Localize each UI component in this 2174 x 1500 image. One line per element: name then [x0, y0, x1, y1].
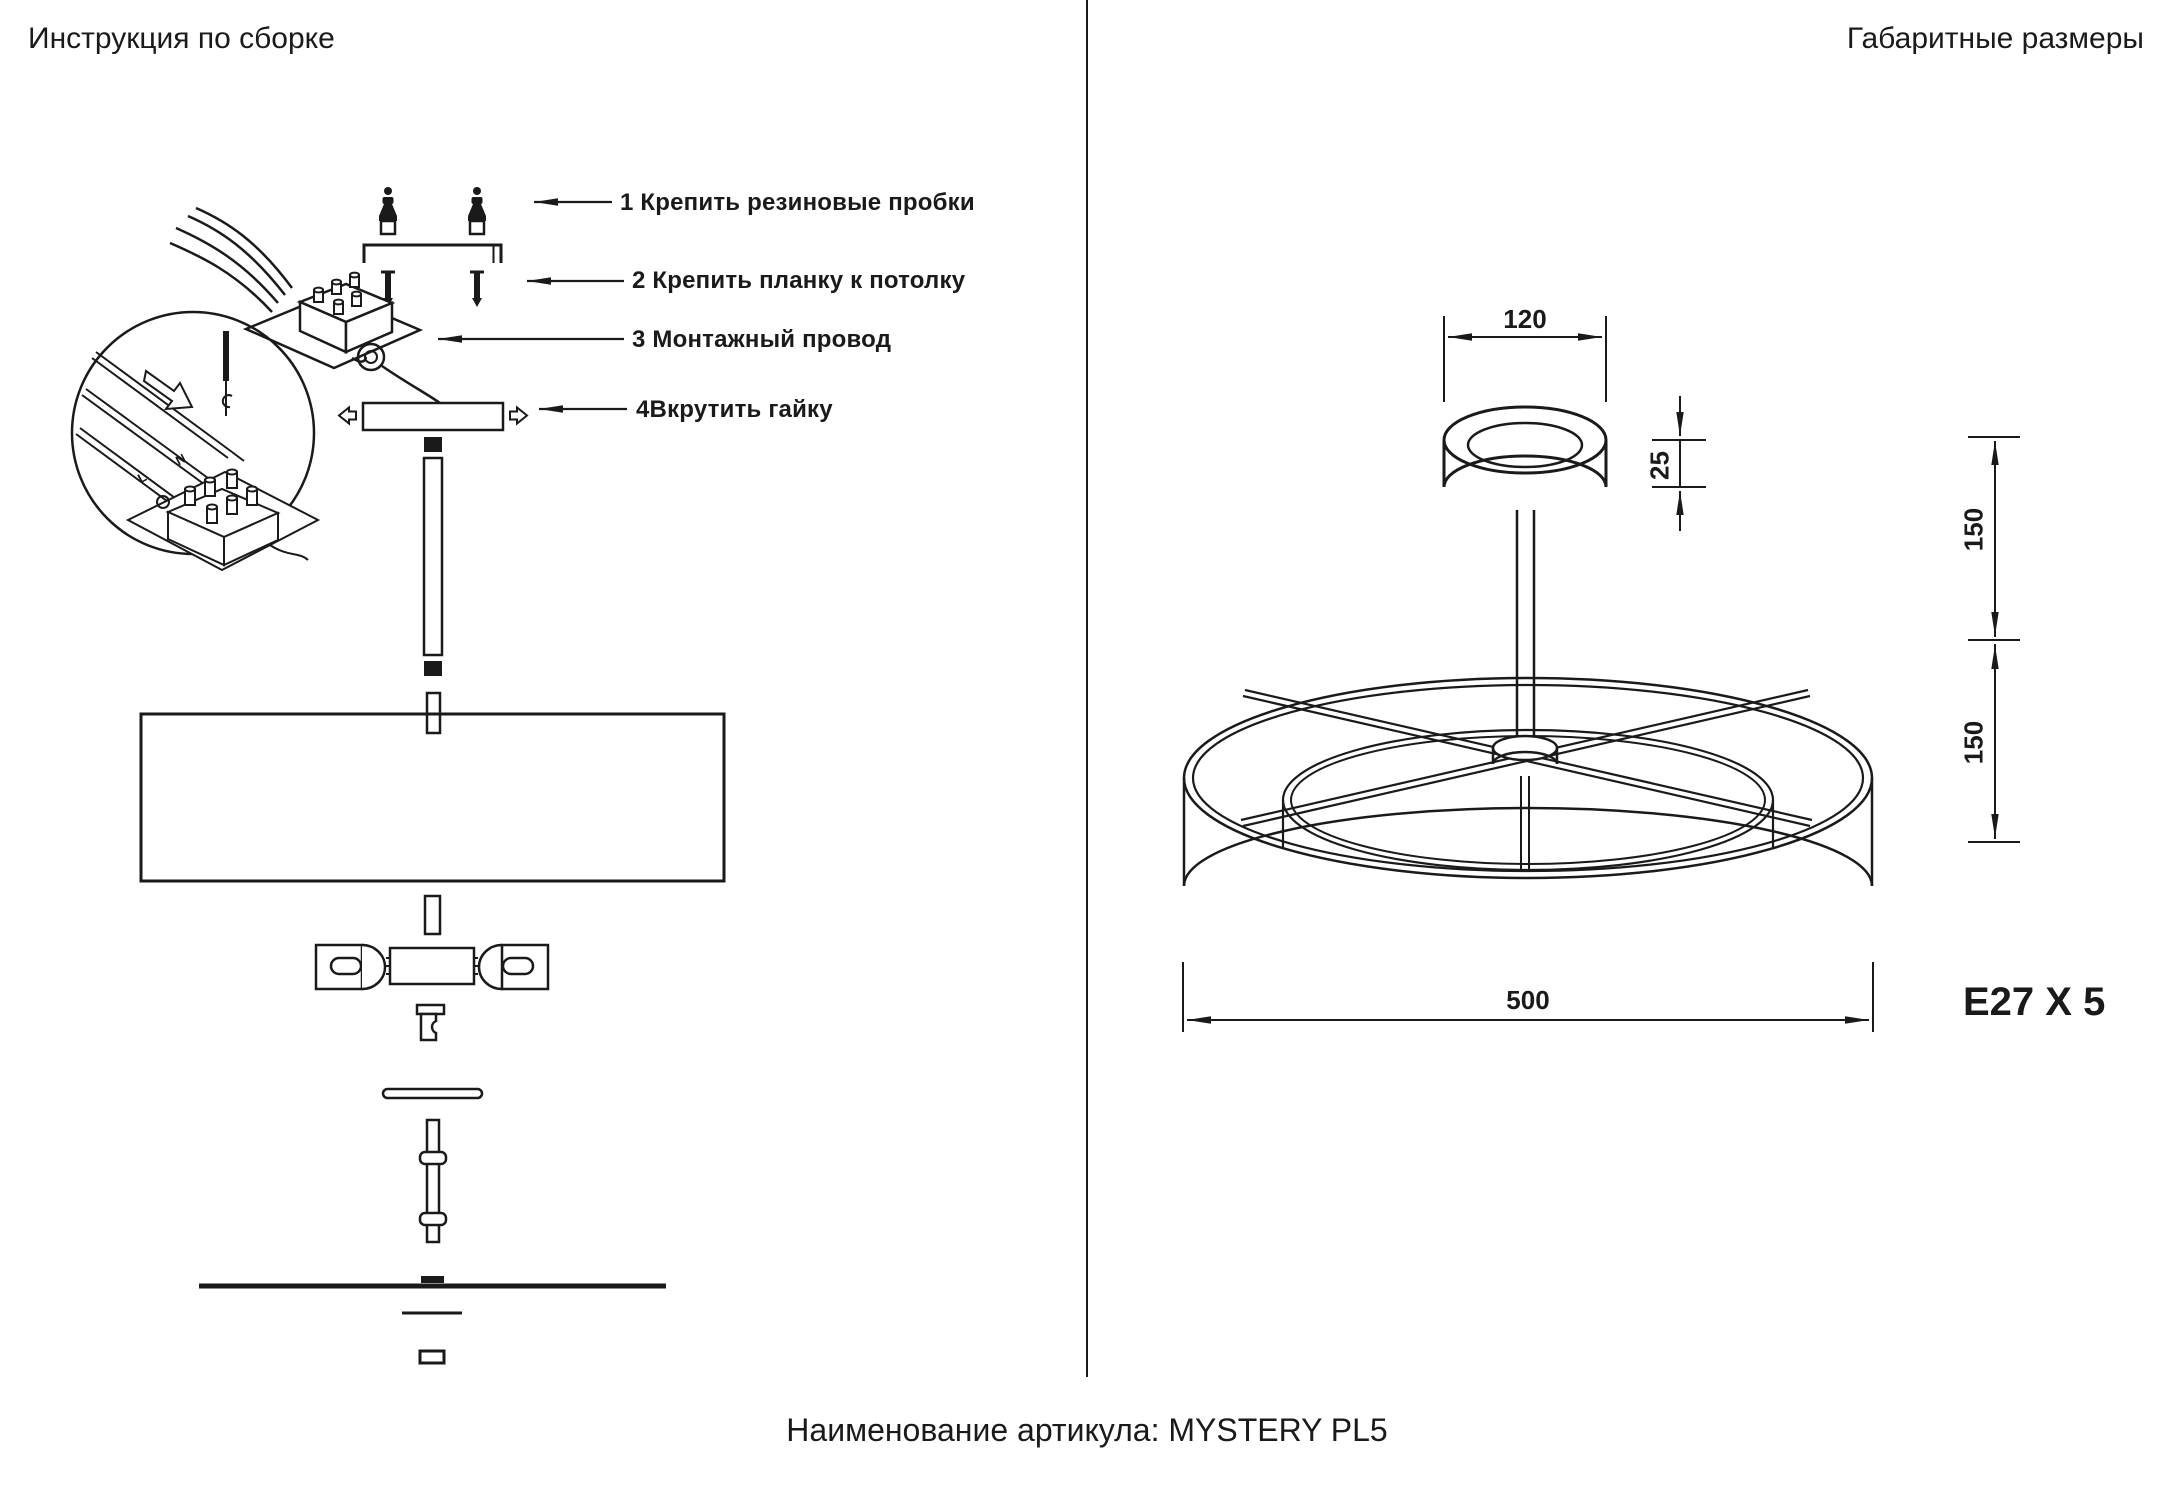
page-title-left: Инструкция по сборке	[28, 22, 335, 55]
bracket-screws	[381, 272, 484, 307]
lamp-holder-clip	[417, 1005, 444, 1040]
terminal-screw-icon	[223, 331, 232, 416]
lamp-socket-spec: E27 X 5	[1963, 980, 2106, 1024]
dim-canopy-height: 25	[1644, 451, 1675, 480]
step-2-label: 2 Крепить планку к потолку	[632, 267, 966, 294]
dimension-drawing	[1183, 316, 2020, 1032]
coupler-nut-upper	[424, 437, 442, 452]
finial-parts	[199, 1089, 666, 1363]
washer-bar	[383, 1089, 482, 1098]
wiring-detail-circle	[72, 312, 318, 570]
step-4-label: 4Вкрутить гайку	[636, 396, 833, 423]
step-leader-arrows	[438, 202, 627, 409]
end-cap	[420, 1351, 444, 1363]
coupler-nut-lower	[424, 661, 442, 676]
slide-right-arrow	[510, 408, 527, 424]
step-1-label: 1 Крепить резиновые пробки	[620, 189, 975, 216]
canopy-plate	[339, 403, 527, 430]
dim-shade-height: 150	[1958, 720, 1989, 765]
slide-left-arrow	[339, 408, 356, 424]
stem-tube	[424, 458, 442, 655]
socket-cluster	[316, 945, 548, 989]
insert-direction-arrow	[144, 371, 192, 409]
rubber-plug-icons	[379, 187, 486, 234]
step-3-label: 3 Монтажный провод	[632, 326, 892, 353]
drum-shade-front	[141, 714, 724, 881]
article-name-caption: Наименование артикула: MYSTERY PL5	[786, 1412, 1388, 1448]
terminal-neutral-marking: N	[173, 450, 189, 469]
page-title-right: Габаритные размеры	[1846, 22, 2144, 55]
dim-stem-length: 150	[1958, 507, 1989, 552]
stem-parts	[424, 437, 442, 733]
stem	[1517, 510, 1534, 742]
section-divider	[1086, 0, 1088, 1377]
dim-shade-diameter: 500	[1506, 985, 1550, 1015]
dim-canopy-diameter: 120	[1503, 304, 1547, 334]
threaded-nipple-lower	[425, 896, 440, 934]
mounting-wires	[170, 208, 292, 312]
small-nut	[421, 1276, 444, 1283]
ceiling-cup	[1444, 407, 1606, 487]
terminal-line-marking: L	[134, 469, 150, 486]
ceiling-bracket	[364, 245, 501, 263]
exploded-assembly-diagram	[72, 187, 724, 1363]
terminal-block-assembly	[246, 273, 420, 368]
